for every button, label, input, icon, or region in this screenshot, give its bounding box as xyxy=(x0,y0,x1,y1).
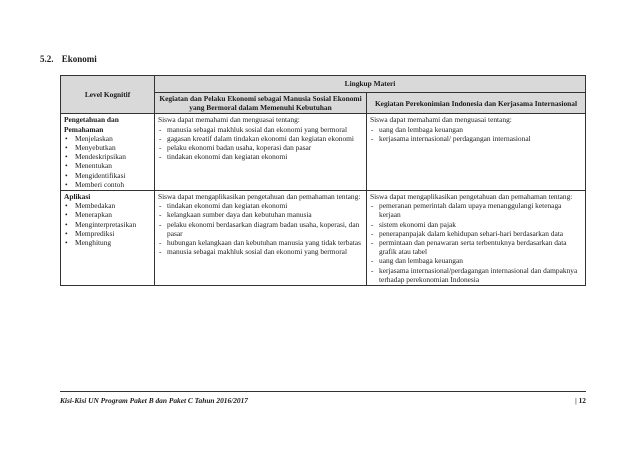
level-list xyxy=(64,134,151,189)
list-item: - manusia sebagai makhluk sosial dan ekonomi yang bermoral xyxy=(165,247,363,256)
col2-list xyxy=(370,125,582,143)
list-item: - hubungan kelangkaan dan kebutuhan manusia yang tidak terbatas xyxy=(165,238,363,247)
level-cell xyxy=(61,114,155,191)
col2-cell xyxy=(367,191,586,286)
col1-cell xyxy=(155,191,367,286)
footer-title: Kisi-Kisi UN Program Paket B dan Paket C Tahun 2016/2017 xyxy=(60,396,249,405)
list-item: • Membedakan xyxy=(75,201,151,210)
list-item: - pelaku ekonomi berdasarkan diagram badan usaha, koperasi, dan pasar xyxy=(165,220,363,238)
list-item: • Menyebutkan xyxy=(75,143,151,152)
col2-intro: Siswa dapat memahami dan menguasai tentang: xyxy=(370,115,512,125)
level-title: Aplikasi xyxy=(64,192,91,202)
list-item: - gagasan kreatif dalam tindakan ekonomi dan kegiatan ekonomi xyxy=(165,134,363,143)
list-item: • Memprediksi xyxy=(75,229,151,238)
col1-list xyxy=(158,125,363,162)
col1-intro: Siswa dapat mengaplikasikan pengetahuan dan pemahaman tentang: xyxy=(158,192,361,202)
list-item: - kerjasama internasional/ perdagangan internasional xyxy=(377,134,582,143)
header-level-kognitif: Level Kognitif xyxy=(61,76,155,114)
col2-list xyxy=(370,201,582,284)
header-lingkup-materi: Lingkup Materi xyxy=(155,76,586,93)
list-item: - kerjasama internasional/perdagangan internasional dan dampaknya terhadap perekonomian Indonesia xyxy=(377,266,582,284)
section-heading xyxy=(40,54,97,64)
col1-intro: Siswa dapat memahami dan menguasai tentang: xyxy=(158,115,300,125)
list-item: • Memberi contoh xyxy=(75,180,151,189)
list-item: - tindakan ekonomi dan kegiatan ekonomi xyxy=(165,201,363,210)
list-item: • Menerapkan xyxy=(75,210,151,219)
level-list xyxy=(64,201,151,247)
list-item: - pemeranan pemerintah dalam upaya menanggulangi ketenaga kerjaan xyxy=(377,201,582,219)
list-item: • Menentukan xyxy=(75,161,151,170)
list-item: • Mengidentifikasi xyxy=(75,171,151,180)
col2-intro: Siswa dapat mengaplikasikan pengetahuan dan pemahaman tentang: xyxy=(370,192,573,202)
section-number: 5.2. xyxy=(40,54,54,64)
page-footer xyxy=(60,391,586,406)
section-title: Ekonomi xyxy=(61,54,97,64)
list-item: - tindakan ekonomi dan kegiatan ekonomi xyxy=(165,152,363,161)
list-item: • Menginterpretasikan xyxy=(75,220,151,229)
header-col2: Kegiatan Perekonimian Indonesia dan Kerjasama Internasional xyxy=(367,93,586,114)
list-item: - pelaku ekonomi badan usaha, koperasi dan pasar xyxy=(165,143,363,152)
level-cell xyxy=(61,191,155,286)
list-item: - uang dan lembaga keuangan xyxy=(377,256,582,265)
list-item: - sistem ekonomi dan pajak xyxy=(377,220,582,229)
list-item: • Mendeskripsikan xyxy=(75,152,151,161)
table-row xyxy=(61,191,586,286)
col1-list xyxy=(158,201,363,256)
table-row xyxy=(61,114,586,191)
list-item: - penerapanpajak dalam kehidupan sehari-hari berdasarkan data xyxy=(377,229,582,238)
col2-cell xyxy=(367,114,586,191)
list-item: • Menghitung xyxy=(75,238,151,247)
header-col1: Kegiatan dan Pelaku Ekonomi sebagai Manusia Sosial Ekonomi yang Bermoral dalam Memenuhi Kebutuhan xyxy=(155,93,367,114)
list-item: - permintaan dan penawaran serta terbentuknya berdasarkan data grafik atau tabel xyxy=(377,238,582,256)
col1-cell xyxy=(155,114,367,191)
page-number: | 12 xyxy=(575,396,586,405)
list-item: • Menjelaskan xyxy=(75,134,151,143)
list-item: - uang dan lembaga keuangan xyxy=(377,125,582,134)
list-item: - manusia sebagai makhluk sosial dan ekonomi yang bermoral xyxy=(165,125,363,134)
kisi-table xyxy=(60,75,586,286)
level-title: Pengetahuan dan Pemahaman xyxy=(64,115,119,134)
list-item: - kelangkaan sumber daya dan kebutuhan manusia xyxy=(165,210,363,219)
